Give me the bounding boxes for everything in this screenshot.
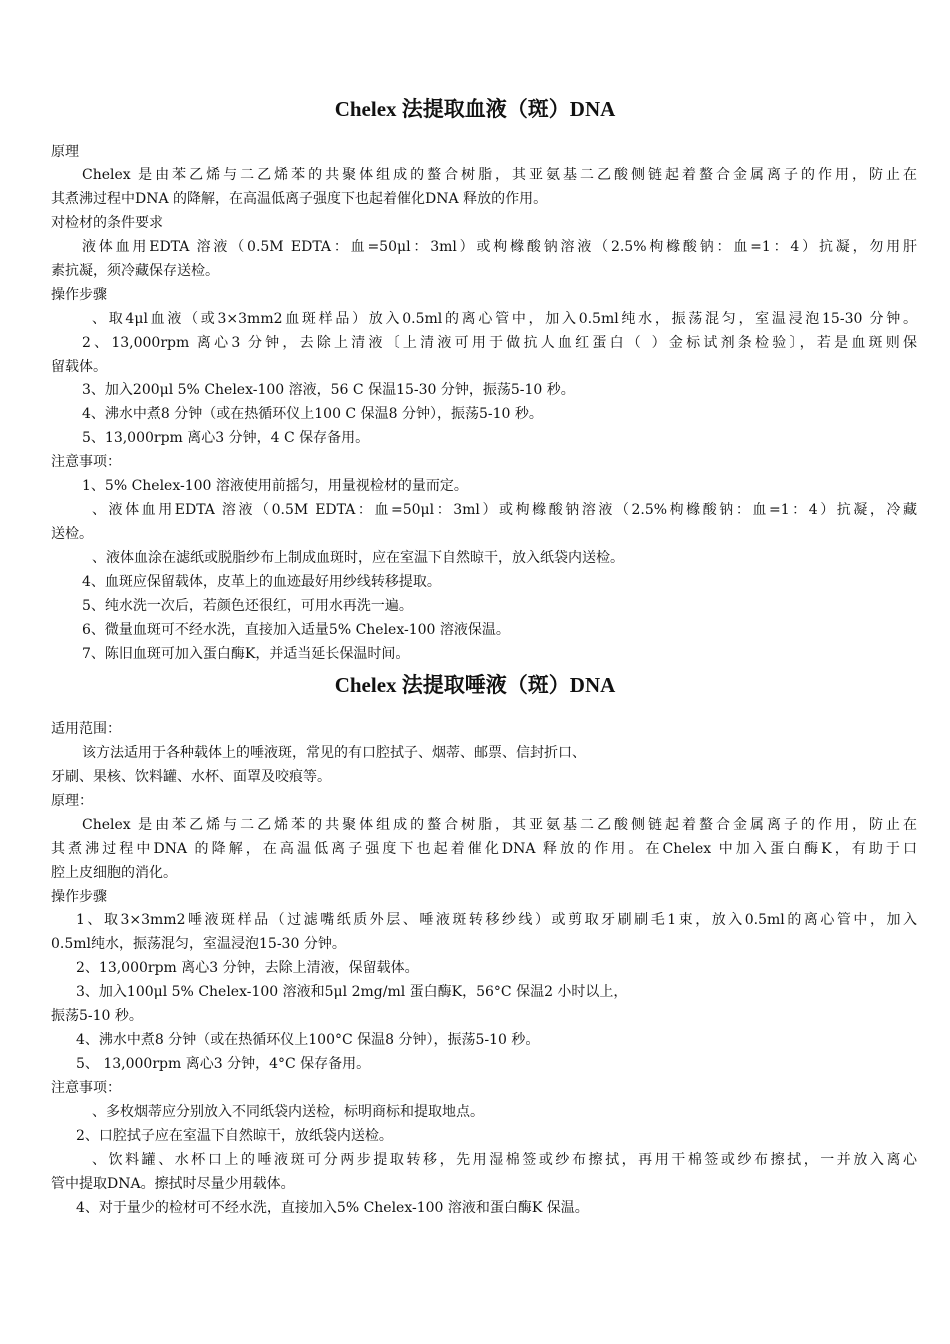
section1-step: 4、沸水中煮8 分钟（或在热循环仪上100 C 保温8 分钟），振荡5-10 秒。: [82, 406, 543, 422]
section1-note: 1、5% Chelex-100 溶液使用前摇匀，用量视检材的量而定。: [82, 478, 468, 494]
section2-scope-line: 牙刷、果核、饮料罐、水杯、面罩及咬痕等。: [51, 769, 331, 785]
section1-note: 、液体血用EDTA 溶液（0.5M EDTA：血=50μl：3ml）或枸橼酸钠溶液（2.5%枸橼酸钠：血=1：4）抗凝，冷藏: [92, 502, 917, 518]
section2-principle-line: 其煮沸过程中DNA 的降解，在高温低离子强度下也起着催化DNA 释放的作用。在Chelex 中加入蛋白酶K，有助于口: [51, 841, 917, 857]
section2-step: 5、 13,000rpm 离心3 分钟，4°C 保存备用。: [76, 1056, 371, 1072]
section2-scope-heading: 适用范围：: [51, 721, 121, 737]
section1-notes-heading: 注意事项：: [51, 454, 121, 470]
section2-title: Chelex 法提取唾液（斑）DNA: [334, 673, 616, 697]
section1-note: 6、微量血斑可不经水洗，直接加入适量5% Chelex-100 溶液保温。: [82, 622, 510, 638]
section2-step: 振荡5-10 秒。: [51, 1008, 143, 1024]
section2-step: 0.5ml纯水，振荡混匀，室温浸泡15-30 分钟。: [51, 936, 346, 952]
section1-principle-line: Chelex 是由苯乙烯与二乙烯苯的共聚体组成的螯合树脂，其亚氨基二乙酸侧链起着螯合金属离子的作用，防止在: [82, 167, 917, 183]
section1-note: 送检。: [51, 526, 93, 542]
section1-step: 2、13,000rpm 离心3 分钟，去除上清液〔上清液可用于做抗人血红蛋白（ ）金标试剂条检验〕，若是血斑则保: [82, 335, 917, 351]
section2-note: 4、对于量少的检材可不经水洗，直接加入5% Chelex-100 溶液和蛋白酶K 保温。: [76, 1200, 589, 1216]
section2-note: 2、口腔拭子应在室温下自然晾干，放纸袋内送检。: [76, 1128, 393, 1144]
section1-note: 5、纯水洗一次后，若颜色还很红，可用水再洗一遍。: [82, 598, 413, 614]
section1-note: 7、陈旧血斑可加入蛋白酶K，并适当延长保温时间。: [82, 646, 410, 662]
section2-note: 管中提取DNA。擦拭时尽量少用载体。: [51, 1176, 295, 1192]
section2-step: 4、沸水中煮8 分钟（或在热循环仪上100°C 保温8 分钟），振荡5-10 秒。: [76, 1032, 540, 1048]
section2-principle-line: 腔上皮细胞的消化。: [51, 865, 177, 881]
section1-principle-heading: 原理: [51, 144, 79, 160]
section1-title: Chelex 法提取血液（斑）DNA: [334, 97, 616, 121]
section1-step: 留载体。: [51, 359, 107, 375]
section1-requirements-line: 液体血用EDTA 溶液（0.5M EDTA：血=50μl：3ml）或枸橼酸钠溶液（2.5%枸橼酸钠：血=1：4）抗凝，勿用肝: [82, 239, 917, 255]
section2-step: 3、加入100μl 5% Chelex-100 溶液和5μl 2mg/ml 蛋白酶K，56°C 保温2 小时以上，: [76, 984, 628, 1000]
section1-step: 3、加入200μl 5% Chelex-100 溶液，56 C 保温15-30 分钟，振荡5-10 秒。: [82, 382, 575, 398]
section1-step: 、取4μl血液（或3×3mm2血斑样品）放入0.5ml的离心管中，加入0.5ml纯水，振荡混匀，室温浸泡15-30 分钟。: [92, 311, 917, 327]
section1-principle-line: 其煮沸过程中DNA 的降解，在高温低离子强度下也起着催化DNA 释放的作用。: [51, 191, 548, 207]
section1-steps-heading: 操作步骤: [51, 287, 107, 303]
section2-scope-line: 该方法适用于各种载体上的唾液斑，常见的有口腔拭子、烟蒂、邮票、信封折口、: [82, 745, 586, 761]
section2-principle-line: Chelex 是由苯乙烯与二乙烯苯的共聚体组成的螯合树脂，其亚氨基二乙酸侧链起着螯合金属离子的作用，防止在: [82, 817, 917, 833]
section2-principle-heading: 原理：: [51, 793, 93, 809]
section1-note: 、液体血涂在滤纸或脱脂纱布上制成血斑时，应在室温下自然晾干，放入纸袋内送检。: [92, 550, 624, 566]
section2-note: 、多枚烟蒂应分别放入不同纸袋内送检，标明商标和提取地点。: [92, 1104, 484, 1120]
section2-step: 1、取3×3mm2唾液斑样品（过滤嘴纸质外层、唾液斑转移纱线）或剪取牙刷刷毛1束，放入0.5ml的离心管中，加入: [76, 912, 917, 928]
section1-note: 4、血斑应保留载体，皮革上的血迹最好用纱线转移提取。: [82, 574, 441, 590]
section1-step: 5、13,000rpm 离心3 分钟，4 C 保存备用。: [82, 430, 370, 446]
section2-steps-heading: 操作步骤: [51, 889, 107, 905]
section1-requirements-heading: 对检材的条件要求: [51, 215, 163, 231]
section2-step: 2、13,000rpm 离心3 分钟，去除上清液，保留载体。: [76, 960, 419, 976]
section2-notes-heading: 注意事项：: [51, 1080, 121, 1096]
section1-requirements-line: 素抗凝，须冷藏保存送检。: [51, 263, 219, 279]
section2-note: 、饮料罐、水杯口上的唾液斑可分两步提取转移，先用湿棉签或纱布擦拭，再用干棉签或纱布擦拭，一并放入离心: [92, 1152, 917, 1168]
